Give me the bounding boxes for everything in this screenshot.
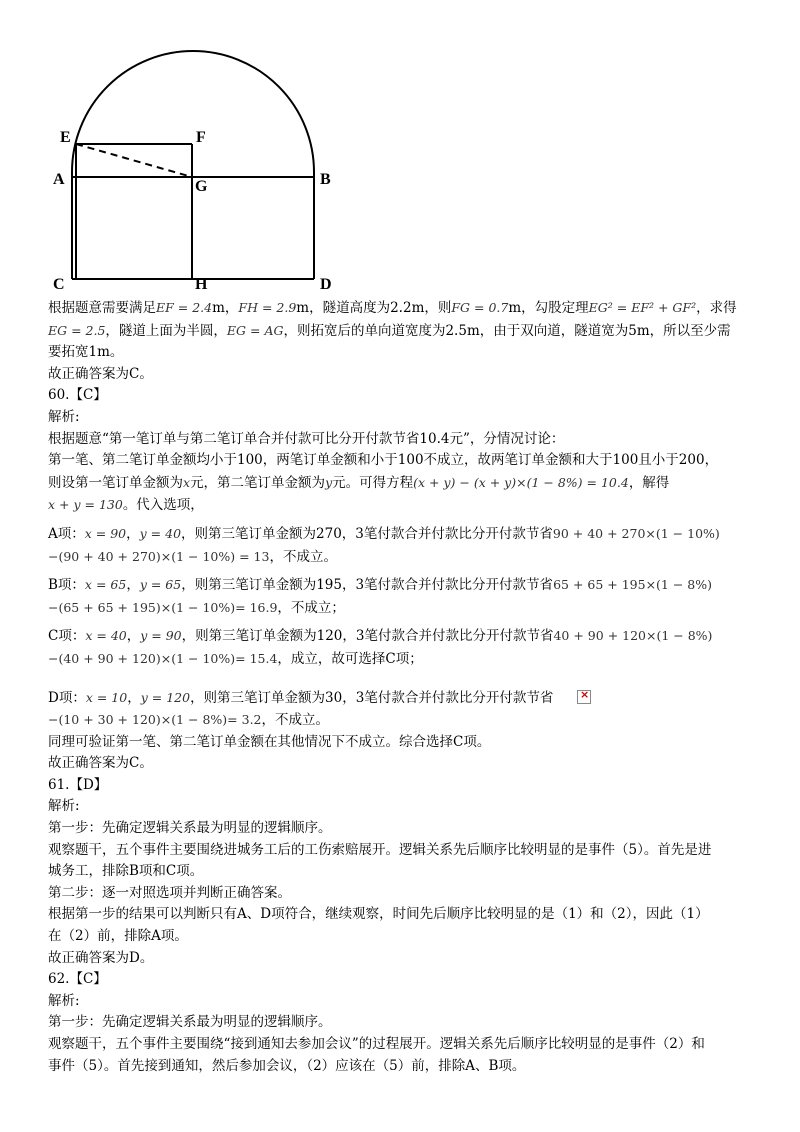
- q61-header: 61.【D】: [48, 776, 108, 793]
- q59-line1: 根据题意需要满足EF = 2.4m，FH = 2.9m，隧道高度为2.2m，则FG = 0.7m，勾股定理EG² = EF² + GF²，求得: [48, 300, 737, 316]
- q61-step1: 第一步：先确定逻辑关系最为明显的逻辑顺序。: [48, 820, 332, 837]
- label-D: D: [320, 276, 332, 293]
- q60-answer: 故正确答案为C。: [48, 755, 153, 772]
- q59-line3: 要拓宽1m。: [48, 344, 124, 361]
- q61-answer: 故正确答案为D。: [48, 949, 154, 966]
- q60-jiexi: 解析:: [48, 408, 80, 425]
- solutions-text: [48, 297, 760, 1077]
- label-B: B: [320, 171, 331, 188]
- q59-answer: 故正确答案为C。: [48, 365, 153, 382]
- q62-jiexi: 解析:: [48, 992, 80, 1009]
- q60-optC-line1: C项：x = 40，y = 90，则第三笔订单金额为120，3笔付款合并付款比分开付款节省40 + 90 + 120×(1 − 8%): [48, 628, 713, 645]
- q61-obs2: 城务工，排除B项和C项。: [48, 863, 204, 880]
- q61-judge1: 根据第一步的结果可以判断只有A、D项符合，继续观察，时间先后顺序比较明显的是（1）和（2），因此（1）: [48, 906, 709, 923]
- q60-case1: 第一笔、第二笔订单金额均小于100，两笔订单金额和小于100不成立，故两笔订单金额和大于100且小于200，: [48, 452, 719, 469]
- q61-judge2: 在（2）前，排除A项。: [48, 928, 188, 945]
- q61-obs1: 观察题干，五个事件主要围绕进城务工后的工伤索赔展开。逻辑关系先后顺序比较明显的是事件（5）。首先是进: [48, 841, 712, 858]
- label-E: E: [60, 129, 71, 146]
- q61-step2: 第二步：逐一对照选项并判断正确答案。: [48, 884, 291, 901]
- label-C: C: [53, 276, 65, 293]
- q61-jiexi: 解析:: [48, 798, 80, 815]
- q60-intro: 根据题意“第一笔订单与第二笔订单合并付款可比分开付款节省10.4元”，分情况讨论：: [48, 430, 565, 447]
- broken-image-icon: [577, 690, 591, 704]
- tunnel-diagram: [40, 10, 350, 295]
- q62-obs2: 事件（5）。首先接到通知，然后参加会议，（2）应该在（5）前，排除A、B项。: [48, 1057, 526, 1074]
- q60-optB-line2: −(65 + 65 + 195)×(1 − 10%)= 16.9，不成立；: [48, 599, 345, 616]
- q60-header: 60.【C】: [48, 387, 107, 404]
- q60-optB-line1: B项：x = 65，y = 65，则第三笔订单金额为195，3笔付款合并付款比分开付款节省65 + 65 + 195×(1 − 8%): [48, 577, 713, 594]
- q62-step1: 第一步：先确定逻辑关系最为明显的逻辑顺序。: [48, 1014, 332, 1031]
- q62-obs1: 观察题干，五个事件主要围绕“接到通知去参加会议”的过程展开。逻辑关系先后顺序比较明显的是事件（2）和: [48, 1036, 705, 1052]
- q60-optA-line1: A项：x = 90，y = 40，则第三笔订单金额为270，3笔付款合并付款比分开付款节省90 + 40 + 270×(1 − 10%): [48, 525, 720, 542]
- q60-optD-line1: D项：x = 10，y = 120，则第三笔订单金额为30，3笔付款合并付款比分开付款节省: [48, 689, 554, 706]
- q60-sum: x + y = 130。代入选项，: [48, 497, 204, 514]
- q60-conclusion: 同理可验证第一笔、第二笔订单金额在其他情况下不成立。综合选择C项。: [48, 733, 491, 750]
- q60-optA-line2: −(90 + 40 + 270)×(1 − 10%) = 13，不成立。: [48, 548, 337, 565]
- label-A: A: [53, 171, 65, 188]
- q60-optC-line2: −(40 + 90 + 120)×(1 − 10%)= 15.4，成立，故可选择C项；: [48, 650, 423, 667]
- q62-header: 62.【C】: [48, 971, 107, 988]
- q59-line2: EG = 2.5，隧道上面为半圆，EG = AG，则拓宽后的单向道宽度为2.5m，由于双向道，隧道宽为5m，所以至少需: [48, 322, 731, 339]
- q60-optD-line2: −(10 + 30 + 120)×(1 − 8%)= 3.2，不成立。: [48, 712, 329, 729]
- label-H: H: [195, 276, 208, 293]
- label-F: F: [196, 129, 206, 146]
- line-eg-dashed: [76, 144, 192, 177]
- q60-setup: 则设第一笔订单金额为x元，第二笔订单金额为y元。可得方程(x + y) − (x + y)×(1 − 8%) = 10.4，解得: [48, 474, 670, 491]
- label-G: G: [195, 178, 208, 195]
